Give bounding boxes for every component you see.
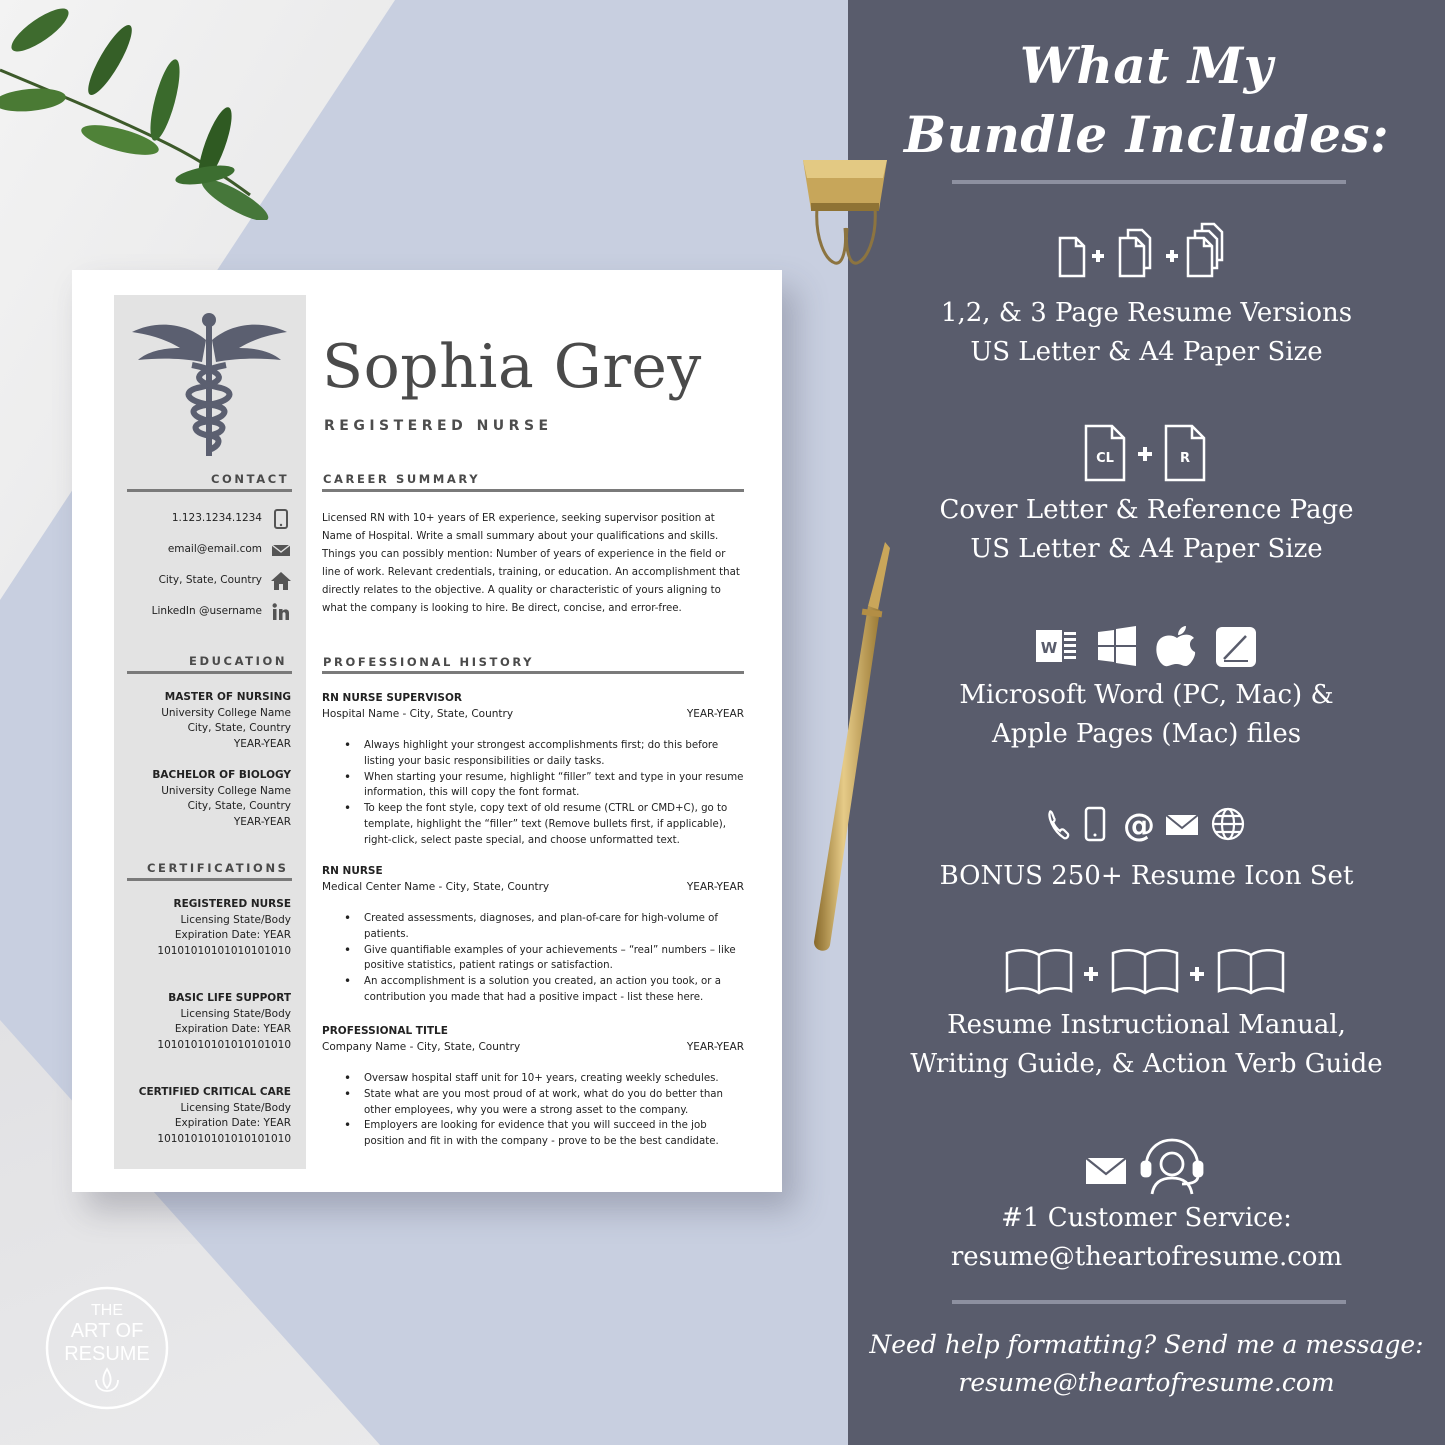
olive-branch-icon (0, 0, 280, 220)
resume-page (72, 270, 782, 1192)
word-icon (1036, 630, 1076, 662)
resume-name: Sophia Grey (322, 332, 702, 402)
list-item: • State what are you most proud of at work, what do you do better than other employees, why you were a strong asset to the company. (364, 1087, 744, 1119)
phone-icon (270, 509, 292, 529)
item3-line2: Apple Pages (Mac) files (991, 719, 1302, 749)
item1-line2: US Letter & A4 Paper Size (970, 337, 1323, 367)
globe-icon (1213, 809, 1243, 839)
word-windows-apple-pages-icons (1032, 624, 1262, 670)
item5-line1: Resume Instructional Manual, (947, 1010, 1346, 1040)
certification-entry: BASIC LIFE SUPPORT Licensing State/Body Expiration Date: YEAR 10101010101010101010 (157, 992, 291, 1051)
open-book-icons (1002, 945, 1292, 999)
list-item: • Give quantifiable examples of your achievements – “real” numbers – like positive statistics, patient ratings or satisfaction. (364, 943, 744, 975)
home-icon (270, 571, 292, 591)
linkedin-icon (270, 602, 292, 622)
envelope-icon (270, 540, 292, 560)
contact-icons (1042, 804, 1252, 844)
professional-history-heading: PROFESSIONAL HISTORY (323, 655, 535, 669)
pages-icon (1216, 627, 1256, 667)
svg-text:CL: CL (1095, 451, 1114, 466)
item1-line1: 1,2, & 3 Page Resume Versions (940, 298, 1353, 328)
certification-entry: REGISTERED NURSE Licensing State/Body Expiration Date: YEAR 10101010101010101010 (157, 898, 291, 957)
contact-linkedin: LinkedIn @username (92, 602, 292, 622)
document-pages-icon (1052, 222, 1242, 280)
svg-text:R: R (1179, 451, 1190, 466)
caduceus-icon (132, 310, 287, 460)
certifications-rule (127, 878, 292, 881)
footer-email[interactable]: resume@theartofresume.com (958, 1368, 1335, 1397)
svg-text:W: W (1040, 639, 1057, 657)
icon-set-icons (848, 804, 1445, 844)
item4-line1: BONUS 250+ Resume Icon Set (939, 861, 1354, 891)
svg-text:THE: THE (91, 1302, 123, 1319)
education-rule (127, 671, 292, 674)
apple-icon (1156, 626, 1195, 666)
certification-entry: CERTIFIED CRITICAL CARE Licensing State/Body Expiration Date: YEAR 10101010101010101010 (138, 1086, 291, 1145)
list-item: • Oversaw hospital staff unit for 10+ years, creating weekly schedules. (364, 1071, 744, 1087)
list-item: • To keep the font style, copy text of old resume (CTRL or CMD+C), go to template, highlight the “filler” text (Remove bullets first, if applicable), right-click, select paste special, and choose unformatted text. (364, 801, 744, 848)
panel-heading-line1: What My (1019, 36, 1274, 95)
certifications-heading: CERTIFICATIONS (147, 861, 289, 875)
list-item: • Created assessments, diagnoses, and plan-of-care for high-volume of patients. (364, 911, 744, 943)
list-item: • An accomplishment is a solution you created, an action you took, or a contribution you made that had a positive impact - list these here. (364, 974, 744, 1006)
support-icons (1082, 1136, 1212, 1198)
education-entry: BACHELOR OF BIOLOGY University College Name City, State, Country YEAR-YEAR (152, 769, 291, 828)
career-summary-heading: CAREER SUMMARY (323, 472, 481, 486)
panel-divider-top (952, 180, 1346, 184)
mail-icon (1086, 1158, 1126, 1184)
item2-line2: US Letter & A4 Paper Size (970, 534, 1323, 564)
svg-text:ART OF: ART OF (70, 1320, 144, 1342)
item5-line2: Writing Guide, & Action Verb Guide (910, 1049, 1383, 1079)
contact-rule (127, 489, 292, 492)
phone-handset-icon (1049, 811, 1068, 838)
job-entry: RN NURSE SUPERVISOR Hospital Name - City, State, Country YEAR-YEAR • Always highlight your strongest accomplishments first; do this before listing your basic responsibilities or daily tasks. • When starting your resume, highlight “filler” text and type in your resume information, this will copy the font format. • To keep the font style, copy text of old resume (CTRL or CMD+C), go to template, highlight the “filler” text (Remove bullets first, if applicable), right-click, select paste special, and choose unformatted text. (322, 691, 744, 849)
career-summary-rule (322, 489, 744, 492)
cover-letter-icons (848, 422, 1445, 484)
headset-icon (1142, 1140, 1202, 1194)
panel-divider-bottom (952, 1300, 1346, 1304)
career-summary-text: Licensed RN with 10+ years of ER experience, seeking supervisor position at Name of Hospital. Write a small summary about your qualifications and skills. Things you can possibly mention: Number of years of experience in the field or line of work. Relevant credentials, training, or education. An accomplishment that directly relates to the objective. A quality or characteristic of yours aligning to what the company is looking to hire. Be direct, concise, and error-free. (322, 513, 740, 614)
professional-history-rule (322, 671, 744, 674)
education-entry: MASTER OF NURSING University College Name City, State, Country YEAR-YEAR (161, 691, 291, 750)
resume-job-title: REGISTERED NURSE (324, 418, 553, 434)
customer-service-icons (848, 1136, 1445, 1198)
art-of-resume-logo (44, 1285, 170, 1411)
footer-line1: Need help formatting? Send me a message: (869, 1330, 1424, 1359)
job-entry: PROFESSIONAL TITLE Company Name - City, State, Country YEAR-YEAR • Oversaw hospital staff unit for 10+ years, creating weekly schedules. • State what are you most proud of at work, what do you do better than other employees, why you were a strong asset to the company. • Employers are looking for evidence that you will succeed in the job position and fit in with the company - prove to be the best candidate. (322, 1024, 744, 1150)
job-entry: RN NURSE Medical Center Name - City, State, Country YEAR-YEAR • Created assessments, diagnoses, and plan-of-care for high-volume of patients. • Give quantifiable examples of your achievements – “real” numbers – like positive statistics, patient ratings or satisfaction. • An accomplishment is a solution you created, an action you took, or a contribution you made that had a positive impact - list these here. (322, 864, 744, 1006)
panel-heading-line2: Bundle Includes: (903, 105, 1390, 164)
education-heading: EDUCATION (189, 654, 288, 668)
contact-phone: 1.123.1234.1234 (92, 509, 292, 529)
list-item: • When starting your resume, highlight “filler” text and type in your resume information, this will copy the font format. (364, 770, 744, 802)
page-versions-icons (848, 222, 1445, 280)
guide-book-icons (848, 945, 1445, 999)
item3-line1: Microsoft Word (PC, Mac) & (959, 680, 1334, 710)
list-item: • Always highlight your strongest accomplishments first; do this before listing your basic responsibilities or daily tasks. (364, 738, 744, 770)
contact-email: email@email.com (92, 540, 292, 560)
windows-icon (1098, 626, 1136, 666)
item2-line1: Cover Letter & Reference Page (939, 495, 1354, 525)
contact-heading: CONTACT (211, 472, 290, 486)
svg-text:RESUME: RESUME (64, 1343, 150, 1365)
item6-line1: #1 Customer Service: (1001, 1203, 1292, 1233)
item6-email[interactable]: resume@theartofresume.com (950, 1242, 1343, 1272)
at-icon: @ (1122, 806, 1155, 844)
software-icons (848, 624, 1445, 670)
cover-letter-reference-icon (1082, 422, 1212, 484)
mail-icon (1166, 815, 1198, 835)
contact-location: City, State, Country (92, 571, 292, 591)
list-item: • Employers are looking for evidence that you will succeed in the job position and fit in with the company - prove to be the best candidate. (364, 1118, 744, 1150)
